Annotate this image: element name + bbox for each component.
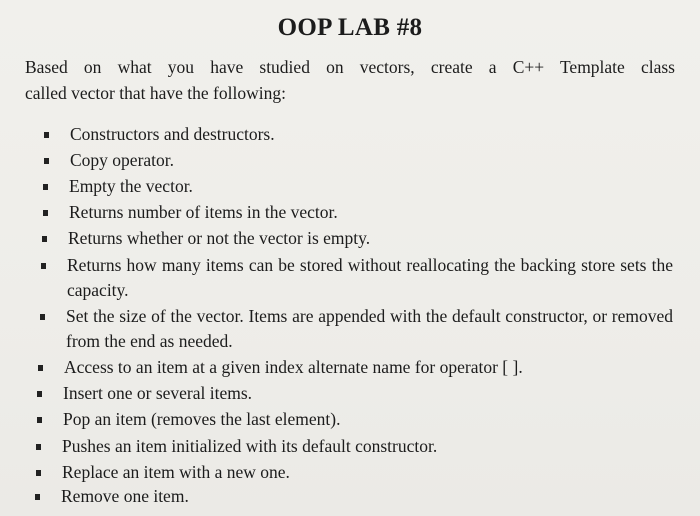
bullet-icon xyxy=(36,444,41,450)
list-item: Pop an item (removes the last element). xyxy=(63,407,673,432)
list-item: Pushes an item initialized with its default constructor. xyxy=(62,434,672,459)
bullet-icon xyxy=(42,236,47,242)
list-item: Access to an item at a given index alternate name for operator [ ]. xyxy=(64,355,674,380)
list-item: Replace an item with a new one. xyxy=(62,460,672,485)
list-item: Returns whether or not the vector is empty. xyxy=(68,226,668,251)
intro-paragraph xyxy=(25,54,675,106)
bullet-icon xyxy=(37,417,42,423)
list-item: Insert one or several items. xyxy=(63,381,673,406)
bullet-icon xyxy=(43,184,48,190)
bullet-icon xyxy=(41,263,46,269)
bullet-icon xyxy=(40,314,45,320)
list-item: Returns number of items in the vector. xyxy=(69,200,669,225)
list-item: Empty the vector. xyxy=(69,174,669,199)
bullet-icon xyxy=(35,494,40,500)
list-item: Copy operator. xyxy=(70,148,670,173)
list-item: Returns how many items can be stored without reallocating the backing store sets the capacity. xyxy=(67,253,673,303)
list-item: Remove one item. xyxy=(61,484,671,509)
bullet-icon xyxy=(44,158,49,164)
intro-line: called vector that have the following: xyxy=(25,83,286,103)
page-title: OOP LAB #8 xyxy=(277,14,423,41)
bullet-icon xyxy=(44,132,49,138)
bullet-icon xyxy=(43,210,48,216)
bullet-icon xyxy=(37,391,42,397)
bullet-icon xyxy=(38,365,43,371)
intro-line: Based on what you have studied on vectors, create a C++ Template class xyxy=(25,57,675,77)
list-item: Constructors and destructors. xyxy=(70,122,670,147)
bullet-icon xyxy=(36,470,41,476)
list-item: Set the size of the vector. Items are appended with the default constructor, or removed from the end as needed. xyxy=(66,304,673,354)
